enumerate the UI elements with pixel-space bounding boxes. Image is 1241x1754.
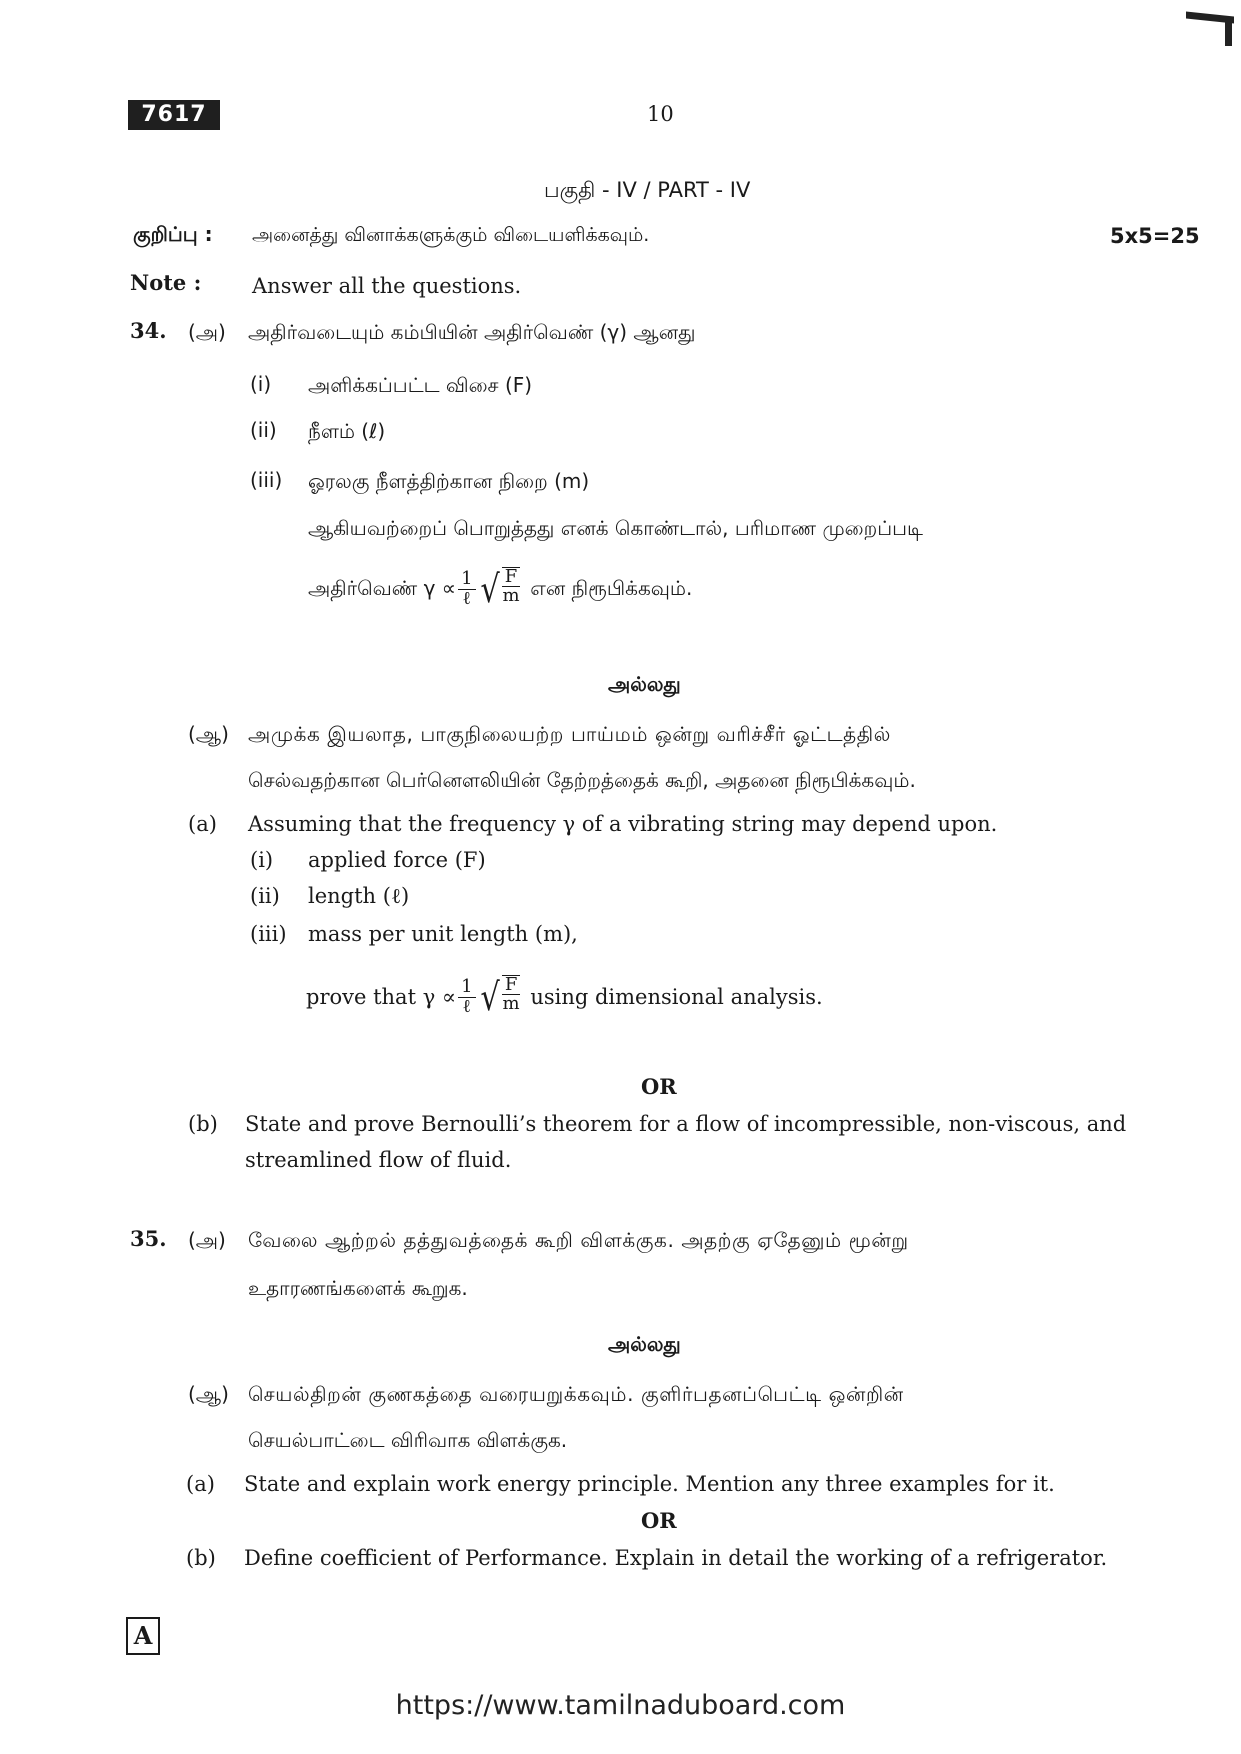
note-label-en: Note : [130,270,202,295]
q34-item-num: (ii) [250,418,277,442]
q35-a-line1-ta: வேலை ஆற்றல் தத்துவத்தைக் கூறி விளக்குக. அதற்கு ஏதேனும் மூன்று [248,1228,909,1252]
q34-b-label-ta: (ஆ) [188,722,229,746]
note-text-ta: அனைத்து வினாக்களுக்கும் விடையளிக்கவும். [252,224,650,246]
q34-a-text-en: Assuming that the frequency γ of a vibrating string may depend upon. [248,812,998,836]
q35-number: 35. [130,1226,167,1251]
fraction-denominator: ℓ [462,587,472,609]
q34-item-text: ஓரலகு நீளத்திற்கான நிறை (m) [308,469,590,493]
root-fraction [502,975,521,1015]
formula-prefix: அதிர்வெண் γ ∝ [308,575,457,600]
source-url[interactable]: https://www.tamilnaduboard.com [395,1690,846,1721]
radical-sign: √ [480,975,500,1020]
q35-b-label-ta: (ஆ) [188,1382,229,1406]
or-en: OR [641,1074,677,1099]
formula-prefix: prove that γ ∝ [306,985,457,1010]
fraction [458,978,475,1017]
root-denominator: m [502,585,520,607]
or-ta: அல்லது [608,672,681,696]
q35-b-line2-ta: செயல்பாட்டை விரிவாக விளக்குக. [248,1428,568,1452]
q34-b-line2-en: streamlined flow of fluid. [245,1148,512,1172]
q35-a-label-ta: (அ) [188,1228,226,1252]
q34-en-item-num: (iii) [250,922,287,946]
q35-a-line2-ta: உதாரணங்களைக் கூறுக. [248,1276,468,1300]
fraction-numerator: 1 [458,978,475,998]
q35-a-label-en: (a) [186,1472,215,1496]
formula-suffix: என நிரூபிக்கவும். [530,575,693,600]
q34-en-item-num: (ii) [250,884,280,908]
page-number: 10 [647,102,674,126]
radical-sign: √ [479,567,500,612]
q35-b-label-en: (b) [186,1546,216,1570]
q34-b-line2-ta: செல்வதற்கான பெர்னௌலியின் தேற்றத்தைக் கூறி, அதனை நிரூபிக்கவும். [248,768,916,792]
note-text-en: Answer all the questions. [252,274,522,298]
version-box: A [126,1617,160,1655]
or-ta: அல்லது [608,1332,681,1356]
q34-item-text: அளிக்கப்பட்ட விசை (F) [308,373,533,397]
q35-b-line1-ta: செயல்திறன் குணகத்தை வரையறுக்கவும். குளிர்பதனப்பெட்டி ஒன்றின் [248,1382,904,1406]
q34-a-text-ta: அதிர்வடையும் கம்பியின் அதிர்வெண் (γ) ஆனது [248,320,696,344]
marks: 5x5=25 [1110,224,1200,248]
q35-b-text-en: Define coefficient of Performance. Explain in detail the working of a refrigerator. [244,1546,1108,1570]
q34-number: 34. [130,318,167,343]
fraction-denominator: ℓ [462,995,472,1017]
root-fraction [502,567,521,607]
q34-formula-ta [308,565,693,612]
q34-item-num: (iii) [250,468,283,492]
q34-en-item-text: length (ℓ) [308,884,410,908]
square-root [478,973,523,1020]
q34-a-label-en: (a) [188,812,217,836]
q34-item-text: நீளம் (ℓ) [308,419,386,443]
q34-b-line1-ta: அமுக்க இயலாத, பாகுநிலையற்ற பாய்மம் ஒன்று வரிச்சீர் ஓட்டத்தில் [248,722,891,746]
note-label-ta: குறிப்பு : [133,222,213,246]
root-numerator: F [502,976,521,996]
q34-formula-en [306,973,823,1020]
q34-a-label-ta: (அ) [188,320,226,344]
square-root [478,565,523,612]
formula-suffix: using dimensional analysis. [530,985,823,1010]
q34-depends-ta: ஆகியவற்றைப் பொறுத்தது எனக் கொண்டால், பரிமாண முறைப்படி [308,516,923,540]
q34-item-num: (i) [250,372,272,396]
or-en: OR [641,1508,677,1533]
q34-en-item-text: mass per unit length (m), [308,922,578,946]
paper-code: 7617 [128,100,220,130]
q34-en-item-num: (i) [250,848,274,872]
fraction [458,570,475,609]
fraction-numerator: 1 [458,570,475,590]
q34-b-label-en: (b) [188,1112,218,1136]
corner-mark-vertical [1225,22,1232,46]
q35-a-text-en: State and explain work energy principle. Mention any three examples for it. [244,1472,1055,1496]
root-denominator: m [502,993,520,1015]
part-title: பகுதி - IV / PART - IV [544,178,751,202]
q34-en-item-text: applied force (F) [308,848,486,872]
root-numerator: F [502,568,521,588]
q34-b-line1-en: State and prove Bernoulli’s theorem for a flow of incompressible, non-viscous, and [245,1112,1127,1136]
